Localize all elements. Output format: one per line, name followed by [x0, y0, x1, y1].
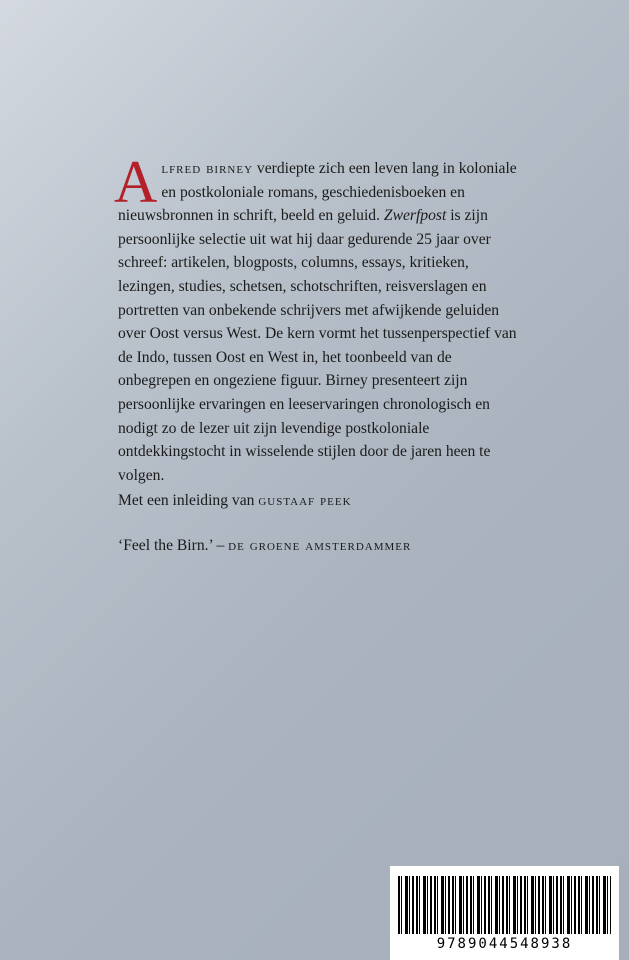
- author-name: lfred birney: [161, 160, 254, 177]
- press-quote: [118, 537, 411, 555]
- introduction-prefix: Met een inleiding van: [118, 492, 259, 509]
- blurb-text-1: verdiepte zich een leven lang in koloniale en postkoloniale romans, geschiedenisboeken en nieuwsbronnen in schrift, beeld en geluid.: [118, 160, 517, 225]
- blurb-paragraph: [114, 149, 524, 487]
- book-title: Zwerfpost: [383, 207, 447, 225]
- blurb-text-2: is zijn persoonlijke selectie uit wat hij daar gedurende 25 jaar over schreef: artikelen, blogposts, columns, essays, kritieken, lezingen, studies, schetsen, schotschriften, reisverslagen en portretten van onbekende schrijvers met afwijkende geluiden over Oost versus West. De kern vormt het tussenperspectief van de Indo, tussen Oost en West in, het toonbeeld van de onbegrepen en ongeziene figuur. Birney presenteert zijn persoonlijke ervaringen en leeservaringen chronologisch en nodigt zo de lezer uit zijn levendige postkoloniale ontdekkingstocht in wisselende stijlen door de jaren heen te volgen.: [118, 207, 517, 484]
- drop-cap: A: [114, 149, 158, 215]
- back-cover-blurb: [114, 149, 524, 487]
- introduction-author: gustaaf peek: [258, 492, 352, 509]
- quote-text: ‘Feel the Birn.’ –: [118, 537, 229, 554]
- barcode: [390, 866, 619, 960]
- quote-source: de groene amsterdammer: [228, 537, 412, 554]
- barcode-bars: [398, 876, 611, 934]
- introduction-line: [118, 492, 352, 510]
- isbn-number: 9789044548938: [436, 936, 573, 952]
